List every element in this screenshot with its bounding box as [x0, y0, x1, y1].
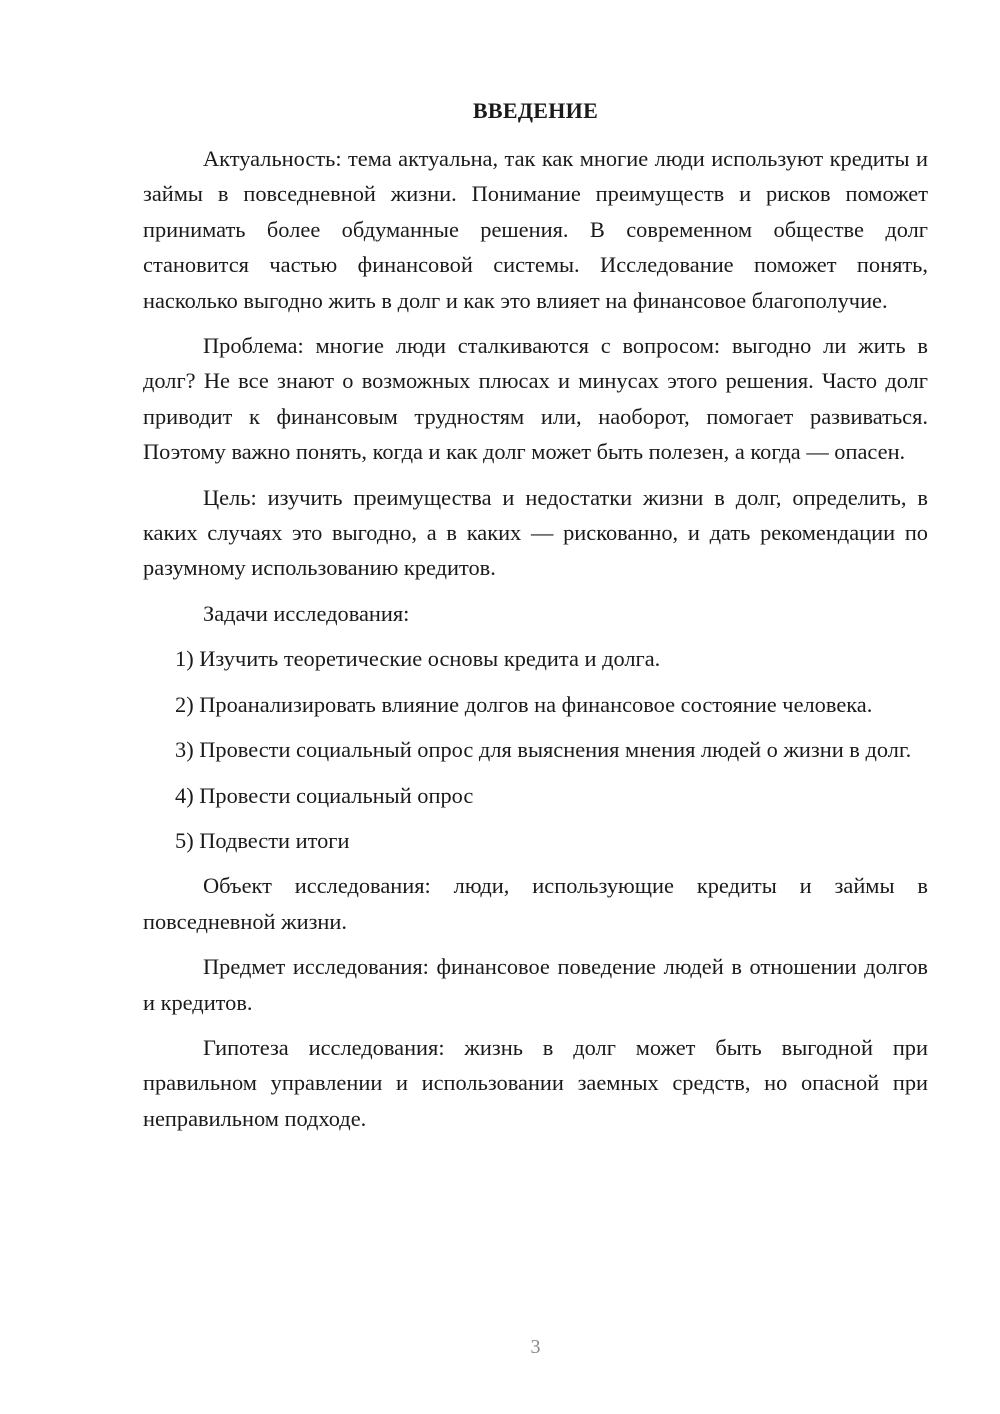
paragraph-hypothesis: Гипотеза исследования: жизнь в долг может быть выгодной при правильном управлении и использовании заемных средств, но опасной при неправильном подходе. — [143, 1034, 928, 1131]
task-item-2: 2) Проанализировать влияние долгов на финансовое состояние человека. — [175, 691, 873, 717]
paragraph-relevance: Актуальность: тема актуальна, так как многие люди используют кредиты и займы в повседневной жизни. Понимание преимуществ и рисков поможет принимать более обдуманные решения. В современном обществе долг становится частью финансовой системы. Исследование поможет понять, насколько выгодно жить в долг и как это влияет на финансовое благополучие. — [143, 146, 928, 313]
paragraph-problem: Проблема: многие люди сталкиваются с вопросом: выгодно ли жить в долг? Не все знают о возможных плюсах и минусах этого решения. Часто долг приводит к финансовым трудностям или, наоборот, помогает развиваться. Поэтому важно понять, когда и как долг может быть полезен, а когда — опасен. — [143, 333, 928, 465]
task-item-4: 4) Провести социальный опрос — [175, 782, 474, 808]
paragraph-goal: Цель: изучить преимущества и недостатки жизни в долг, определить, в каких случаях это выгодно, а в каких — рискованно, и дать рекомендации по разумному использованию кредитов. — [143, 484, 928, 581]
task-item-5: 5) Подвести итоги — [175, 827, 350, 853]
task-item-1: 1) Изучить теоретические основы кредита и долга. — [175, 646, 661, 672]
document-page — [143, 0, 928, 1414]
document-body — [143, 141, 928, 1146]
page-title: ВВЕДЕНИЕ — [472, 98, 599, 123]
page-number: 3 — [530, 1336, 541, 1358]
paragraph-tasks-heading: Задачи исследования: — [203, 600, 410, 626]
paragraph-subject: Предмет исследования: финансовое поведение людей в отношении долгов и кредитов. — [143, 954, 928, 1015]
task-item-3: 3) Провести социальный опрос для выяснения мнения людей о жизни в долг. — [175, 737, 912, 763]
paragraph-object: Объект исследования: люди, использующие кредиты и займы в повседневной жизни. — [143, 873, 928, 934]
